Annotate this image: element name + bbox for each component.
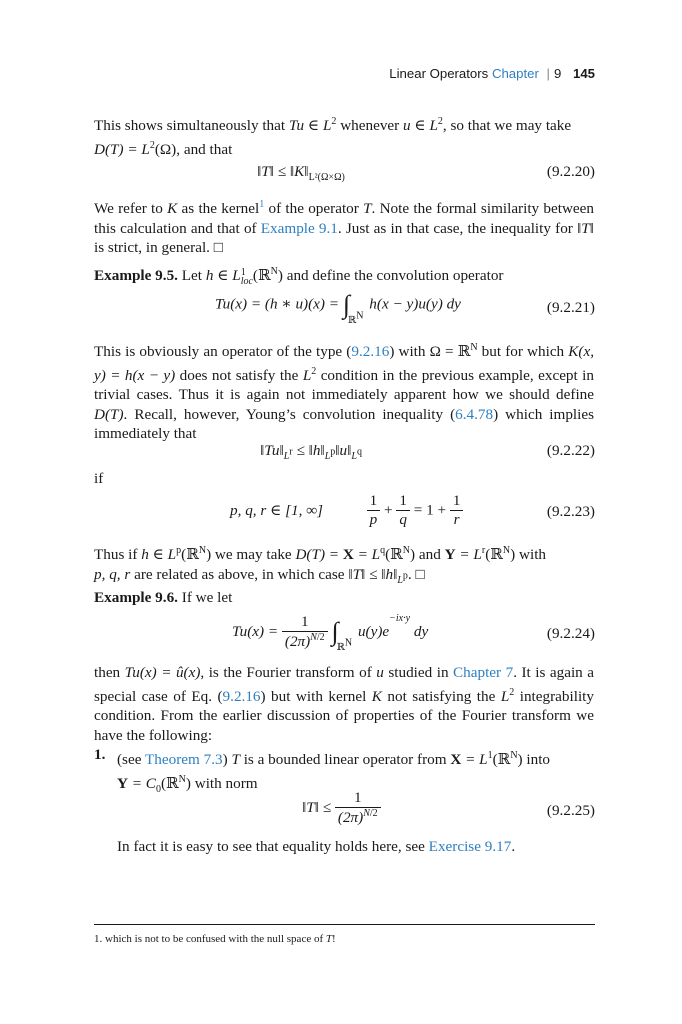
equation-9-2-23: p, q, r ∈ [1, ∞] $\frac{1}{p}$ + $\frac{1}{q}$ = 1 + $\frac{1}{r}$ (230, 492, 463, 529)
footnote-rule (94, 924, 595, 925)
equation-number: (9.2.25) (546, 802, 595, 819)
page-number: 145 (572, 66, 595, 81)
link-exercise-9-17[interactable]: Exercise 9.17 (428, 838, 512, 855)
paragraph-3: This is obviously an operator of the type (9.2.16) with Ω = ℝ$^N$ but for which K(x, y) = h(x − y) does not satisfy the $L^2$ condition in the previous example, except in trivial cases. Thus it is again not immediately apparent how we should define D(T). Recall, however, Young’s convolution inequality (6.4.78) which implies immediately that (94, 342, 595, 443)
equation-number: (9.2.24) (546, 625, 595, 642)
equation-number: (9.2.21) (546, 299, 595, 316)
equation-9-2-22: $‖Tu‖_{L^r}$ ≤ $‖h‖_{L^p}‖u‖_{L^q}$ (260, 442, 362, 463)
paragraph-5: then Tu(x) = û(x), is the Fourier transform of u studied in Chapter 7. It is again a special case of Eq. (9.2.16) but with kernel K not satisfying the $L^2$ integrability condition. From the earlier discussion of properties of the Fourier transform we have the following: (94, 664, 595, 744)
footnote: 1. which is not to be confused with the null space of T! (94, 933, 336, 945)
equation-number: (9.2.20) (546, 163, 595, 180)
paragraph-4: Thus if h ∈ $L^p(ℝ^N)$ we may take $D(T) = X = L^q(ℝ^N)$ and $Y = L^r(ℝ^N)$ with p, q, r are related as above, in which case ‖T‖ ≤ $‖h‖_{L^p}$. □ (94, 545, 547, 586)
list-bullet: 1. (94, 746, 106, 763)
equation-9-2-21: Tu(x) = (h ∗ $u)(x) = \int_{ℝ^N}$ h(x − y)u(y) dy (215, 290, 461, 326)
equation-number: (9.2.23) (546, 503, 595, 520)
equation-9-2-24: Tu(x) = $\frac{1}{(2\pi)^{N/2}}$ $\int_{ℝ^N}$ $u(y)e^{-ix\cdot y}$ dy (232, 613, 429, 653)
chapter-label[interactable]: Chapter (491, 66, 539, 81)
link-eq-9-2-16[interactable]: 9.2.16 (222, 687, 261, 705)
link-chapter-7[interactable]: Chapter 7 (453, 664, 514, 681)
footnote-ref[interactable]: 1 (259, 199, 265, 210)
example-9-6: Example 9.6. If we let (94, 589, 233, 606)
link-theorem-7-3[interactable]: Theorem 7.3 (144, 751, 223, 769)
running-header (370, 66, 595, 81)
example-9-5: Example 9.5. Let h ∈ L1 loc(ℝ$^N$) and define the convolution operator (94, 266, 504, 287)
word-if: if (94, 470, 104, 487)
equation-9-2-20: ‖T‖ ≤ $‖K‖_{L^2(\Omega\times\Omega)}$ (257, 163, 345, 184)
paragraph-2: We refer to K as the kernel$^1$ of the operator T. Note the formal similarity between this calculation and that of Example 9.1. Just as in that case, the inequality for ‖T‖ is strict, in general. □ (94, 199, 595, 257)
example-label: Example 9.6. (94, 589, 178, 606)
equation-number: (9.2.22) (546, 442, 595, 459)
link-eq-9-2-16[interactable]: 9.2.16 (351, 343, 390, 361)
list-item-1: (see Theorem 7.3) T is a bounded linear operator from $X = L^1(ℝ^N)$ into $Y = C_0(ℝ^N)$ with norm (117, 750, 551, 795)
section-title: Linear Operators (389, 66, 489, 81)
link-eq-6-4-78[interactable]: 6.4.78 (455, 405, 494, 423)
link-example-9-1[interactable]: Example 9.1 (260, 219, 338, 237)
header-separator: | (546, 66, 550, 81)
paragraph-6: In fact it is easy to see that equality holds here, see Exercise 9.17. (117, 838, 516, 855)
paragraph-1: This shows simultaneously that Tu ∈ $L^2$ whenever u ∈ $L^2$, so that we may take $D(T) = L^2(\Omega)$, and that (94, 116, 572, 158)
chapter-number: 9 (553, 66, 562, 81)
equation-9-2-25: ‖T‖ ≤ $\frac{1}{(2\pi)^{N/2}}$ (302, 789, 381, 827)
example-label: Example 9.5. (94, 267, 178, 285)
